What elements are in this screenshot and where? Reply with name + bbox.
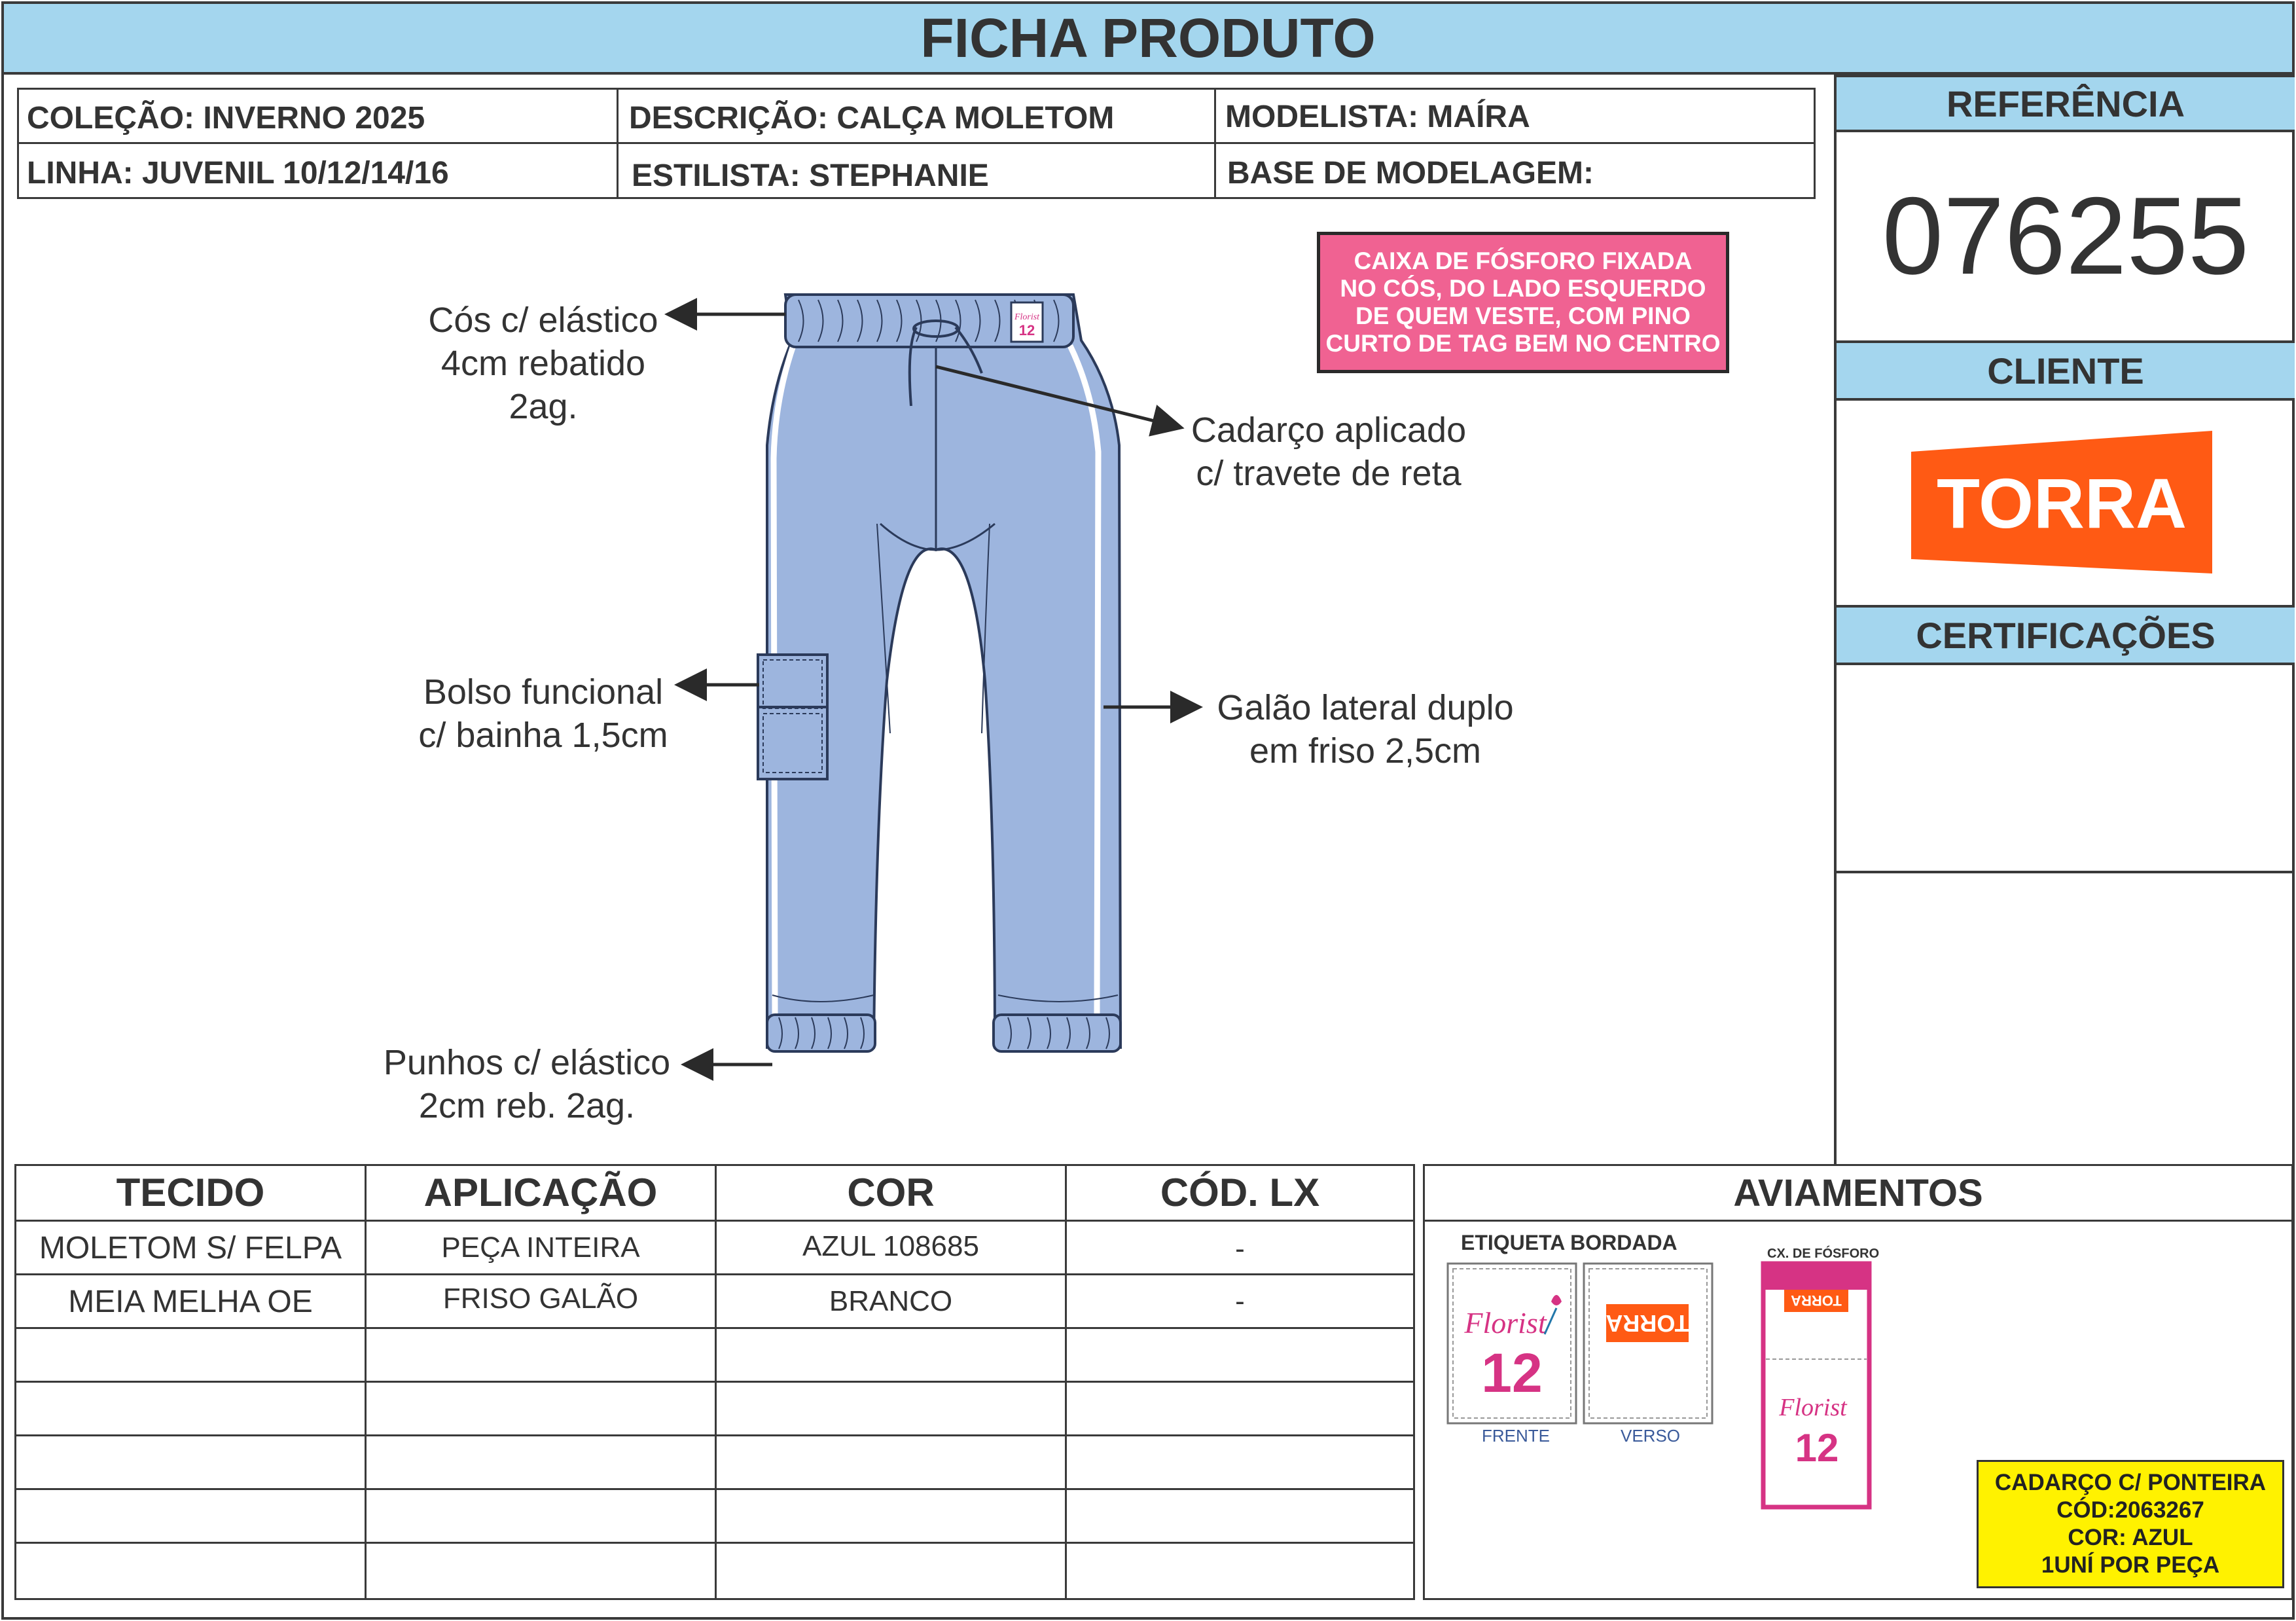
matchbox-tag [1761,1261,1872,1510]
etiqueta-brand: Florist [1464,1306,1547,1339]
table-divider [16,1434,1413,1436]
waist-tag-size: 12 [1018,322,1035,338]
matchbox-brand: Florist [1779,1394,1847,1421]
callout-line: 2cm reb. 2ag. [418,1086,636,1125]
etiqueta-verso [1583,1262,1713,1426]
callout-bolso [393,670,694,757]
callout-punhos [367,1041,687,1127]
fabric-table [14,1164,1415,1600]
base-modelagem-field: BASE DE MODELAGEM: [1227,156,1594,191]
cadarco-line: COR: AZUL [2068,1525,2193,1550]
torra-logo-text: TORRA [1936,464,2187,543]
verso-logo: TORRA [1605,1310,1689,1337]
cadarco-line: CADARÇO C/ PONTEIRA [1994,1470,2267,1495]
referencia-label: REFERÊNCIA [1837,75,2295,132]
callout-line: 2ag. [509,387,578,426]
aviamentos-title: AVIAMENTOS [1733,1171,1983,1214]
linha-field: LINHA: JUVENIL 10/12/14/16 [27,156,449,191]
cadarco-note [1977,1460,2284,1588]
callout-line: 4cm rebatido [440,344,646,383]
callout-cos [412,299,674,428]
page-title: FICHA PRODUTO [1,1,2295,75]
table-divider [16,1488,1413,1490]
referencia-value: 076255 [1882,173,2250,297]
cliente-label: CLIENTE [1837,340,2295,401]
table-divider [16,1542,1413,1544]
certificacoes-label: CERTIFICAÇÕES [1837,605,2295,665]
matchbox-size: 12 [1795,1426,1839,1470]
callout-line: c/ travete de reta [1196,454,1462,493]
table-cell: AZUL 108685 [802,1230,979,1262]
table-cell: PEÇA INTEIRA [441,1231,640,1264]
callout-cadarco [1178,409,1479,495]
etiqueta-size: 12 [1481,1342,1543,1404]
estilista-field: ESTILISTA: STEPHANIE [632,158,989,193]
verso-label: VERSO [1621,1426,1681,1446]
cadarco-line: 1UNÍ POR PEÇA [2041,1552,2220,1578]
waist-tag-brand: Florist [1014,312,1040,322]
callout-line: Cadarço aplicado [1191,410,1467,450]
etiqueta-frente [1446,1262,1577,1426]
aviamentos-divider [1425,1220,2291,1222]
matchbox-note [1317,232,1729,373]
callout-line: Punhos c/ elástico [383,1043,671,1082]
etiqueta-label: ETIQUETA BORDADA [1461,1231,1677,1254]
table-cell: BRANCO [829,1285,953,1317]
table-divider [16,1381,1413,1383]
frente-label: FRENTE [1482,1426,1550,1446]
header-aplicacao: APLICAÇÃO [423,1170,658,1214]
callout-line: Cós c/ elástico [428,301,658,340]
table-cell: FRISO GALÃO [442,1283,639,1315]
matchbox-logo: TORRA [1791,1292,1842,1309]
table-cell: - [1235,1233,1245,1265]
callout-line: Bolso funcional [423,672,664,712]
cadarco-arrow [936,367,1178,427]
header-cod-lx: CÓD. LX [1160,1170,1320,1214]
note-line: CAIXA DE FÓSFORO FIXADA [1354,247,1693,274]
header-cor: COR [847,1170,935,1214]
note-line: DE QUEM VESTE, COM PINO [1355,302,1691,329]
descricao-field: DESCRIÇÃO: CALÇA MOLETOM [629,101,1115,136]
table-cell: MOLETOM S/ FELPA [39,1230,342,1266]
note-line: CURTO DE TAG BEM NO CENTRO [1325,330,1721,357]
cx-fosforo-label: CX. DE FÓSFORO [1767,1247,1880,1261]
table-cell: - [1235,1285,1245,1317]
header-tecido: TECIDO [116,1170,265,1214]
callout-line: em friso 2,5cm [1249,731,1482,771]
callout-line: Galão lateral duplo [1217,688,1514,727]
callout-line: c/ bainha 1,5cm [418,716,668,755]
table-cell: MEIA MELHA OE [68,1284,313,1319]
callout-galao [1195,686,1535,773]
modelista-field: MODELISTA: MAÍRA [1225,100,1530,134]
colecao-field: COLEÇÃO: INVERNO 2025 [27,101,425,136]
note-line: NO CÓS, DO LADO ESQUERDO [1340,275,1706,302]
cadarco-line: CÓD:2063267 [2056,1497,2204,1523]
